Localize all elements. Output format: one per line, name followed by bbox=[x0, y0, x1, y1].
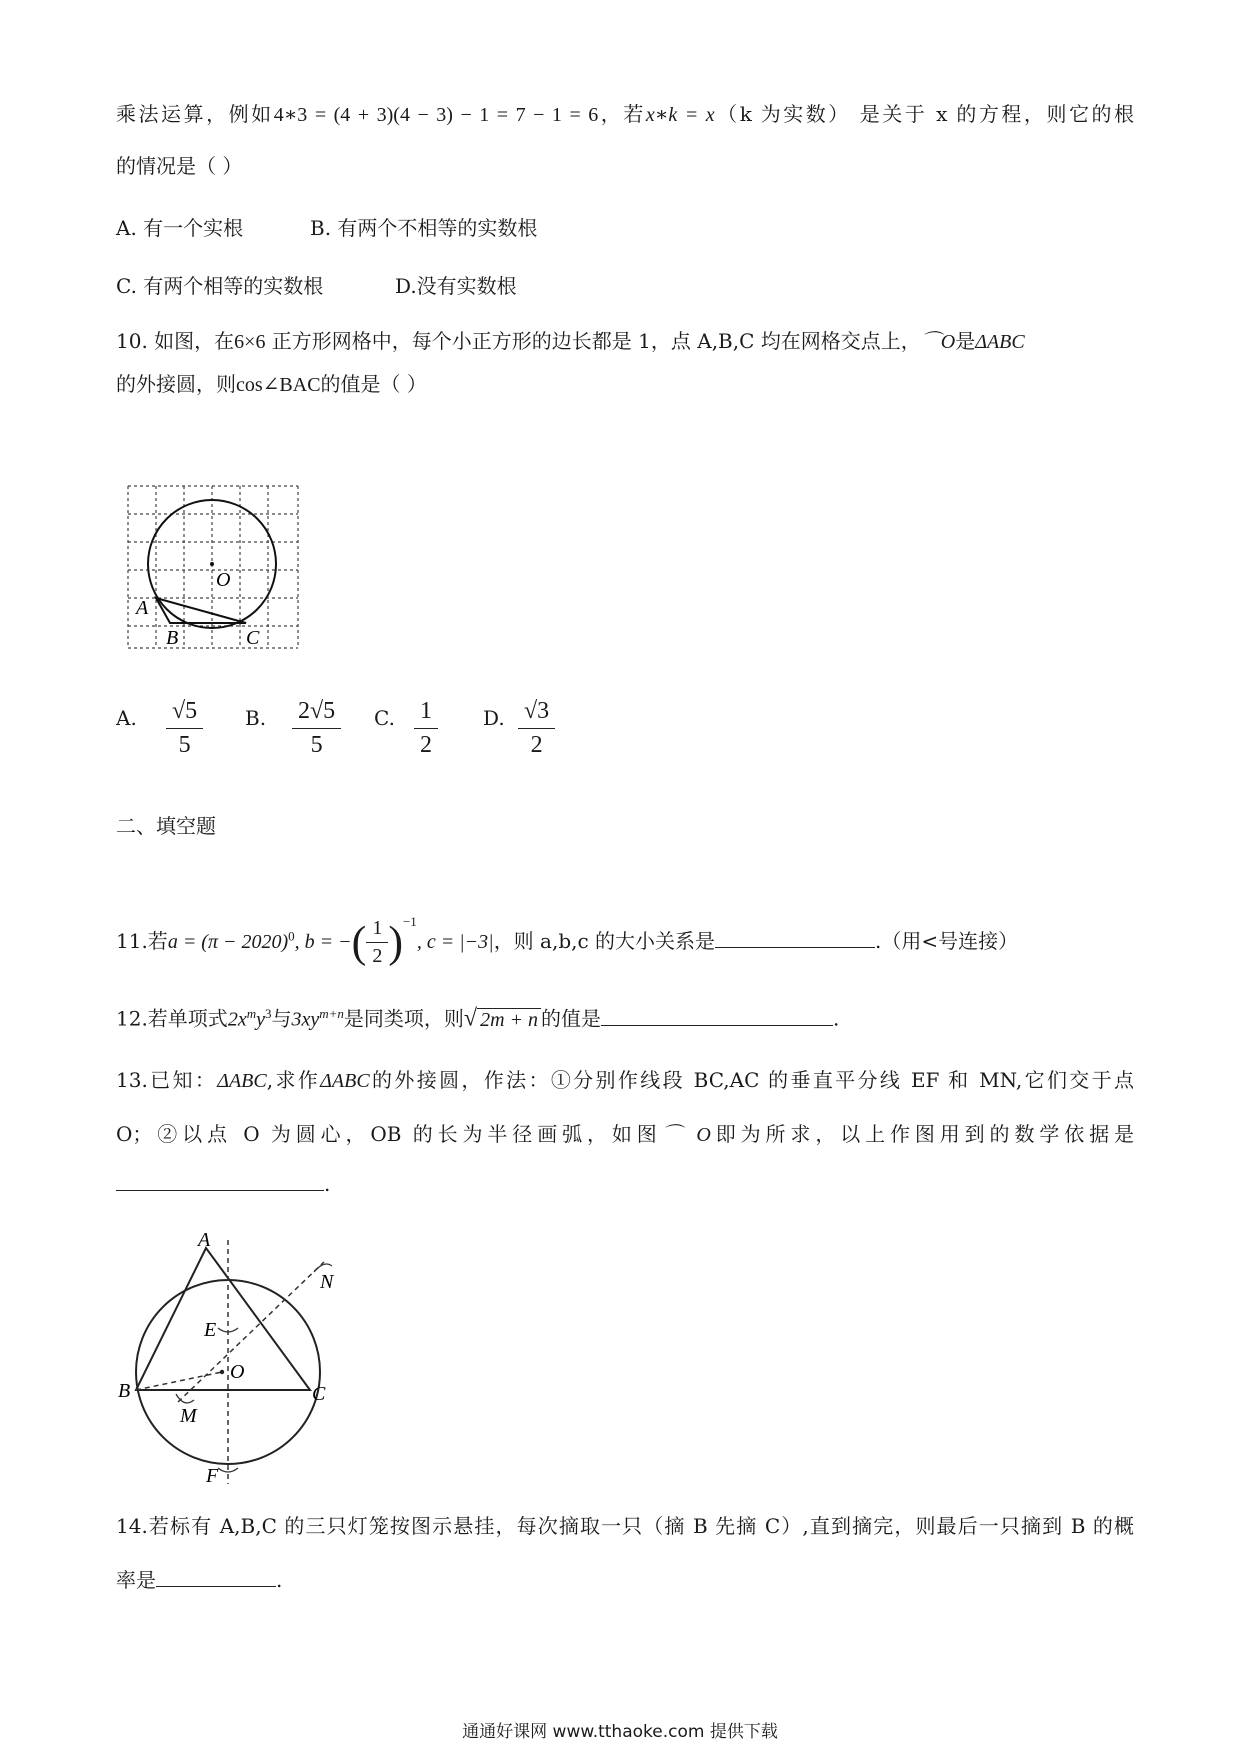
point-o bbox=[220, 1370, 224, 1374]
q13-answer-blank[interactable] bbox=[116, 1170, 324, 1191]
label-e: E bbox=[204, 1319, 217, 1341]
q14-line1: 14.若标有 A,B,C 的三只灯笼按图示悬挂，每次摘取一只（摘 B 先摘 C）,直到摘完，则最后一只摘到 B 的概 bbox=[116, 1514, 1134, 1538]
q10-option-b-letter: B. bbox=[245, 706, 267, 730]
q10-option-d-letter: D. bbox=[483, 706, 505, 730]
q13-line2: O；②以点 O 为圆心，OB 的长为半径画弧，如图⌒ O即为所求，以上作图用到的数学依据是 bbox=[116, 1122, 1134, 1146]
page-footer: 通通好课网 www.tthaoke.com 提供下载 bbox=[462, 1722, 778, 1742]
q9-option-d: D.没有实数根 bbox=[395, 274, 517, 298]
q9-line1: 乘法运算，例如4∗3 = (4 + 3)(4 − 3) − 1 = 7 − 1 = 6，若x∗k = x（k 为实数） 是关于 x 的方程，则它的根 bbox=[116, 102, 1135, 126]
q10-option-d-fraction: $\frac{√3}{2}$ bbox=[518, 696, 555, 761]
q10-option-c-letter: C. bbox=[374, 706, 395, 730]
q12-answer-blank[interactable] bbox=[601, 1005, 833, 1026]
label-c: C bbox=[312, 1383, 326, 1405]
label-o: O bbox=[230, 1361, 245, 1383]
label-b: B bbox=[118, 1380, 131, 1402]
q9-option-a: A. 有一个实根 bbox=[116, 216, 244, 240]
q10-option-a-fraction: $\frac{√5}{5}$ bbox=[166, 696, 203, 761]
q10-option-b-fraction: $\frac{2√5}{5}$ bbox=[292, 696, 341, 761]
q10-option-c-fraction: $\frac{1}{2}$ bbox=[414, 696, 438, 761]
q12-line: 12.若单项式$2x^my^3$与$3xy^{m+n}$是同类项，则√ 2m + n 的值是 . bbox=[116, 1005, 840, 1032]
q14-answer-blank[interactable] bbox=[156, 1566, 276, 1587]
q10-line2: 的外接圆，则cos∠BAC的值是（ ） bbox=[116, 372, 427, 396]
label-a: A bbox=[198, 1232, 211, 1251]
segment-bo bbox=[136, 1372, 222, 1390]
q11-answer-blank[interactable] bbox=[715, 927, 875, 948]
q10-option-a-letter: A. bbox=[116, 706, 137, 730]
q13-line3: . bbox=[116, 1170, 330, 1198]
center-point bbox=[210, 562, 214, 566]
q10-grid-figure bbox=[118, 478, 308, 658]
section-title-fill-blank: 二、填空题 bbox=[116, 814, 216, 838]
q9-option-c: C. 有两个相等的实数根 bbox=[116, 274, 324, 298]
triangle-abc bbox=[156, 598, 246, 623]
label-o: O bbox=[216, 569, 231, 591]
label-c: C bbox=[246, 627, 260, 649]
q11-line: 11.若$a = (\pi - 2020)^0$, b = −( $\frac{1}{2}$ )$^{-1}$, c = |−3|，则 a,b,c 的大小关系是 .（用<号连接） bbox=[116, 914, 1019, 967]
q14-line2: 率是 . bbox=[116, 1568, 283, 1592]
label-n: N bbox=[320, 1271, 334, 1293]
q10-line1: 10. 如图，在6×6 正方形网格中，每个小正方形的边长都是 1，点 A,B,C 均在网格交点上，⌒O是ΔABC bbox=[116, 329, 1025, 353]
label-b: B bbox=[166, 627, 179, 649]
q13-circumcircle-figure bbox=[118, 1232, 358, 1488]
q9-line2: 的情况是（ ） bbox=[116, 154, 243, 178]
triangle-abc bbox=[136, 1248, 310, 1390]
q13-line1: 13.已知：ΔABC,求作ΔABC的外接圆，作法：①分别作线段 BC,AC 的垂直平分线 EF 和 MN,它们交于点 bbox=[116, 1068, 1134, 1092]
label-m: M bbox=[180, 1405, 197, 1427]
q9-option-b: B. 有两个不相等的实数根 bbox=[310, 216, 538, 240]
label-f: F bbox=[206, 1465, 219, 1487]
label-a: A bbox=[136, 597, 149, 619]
